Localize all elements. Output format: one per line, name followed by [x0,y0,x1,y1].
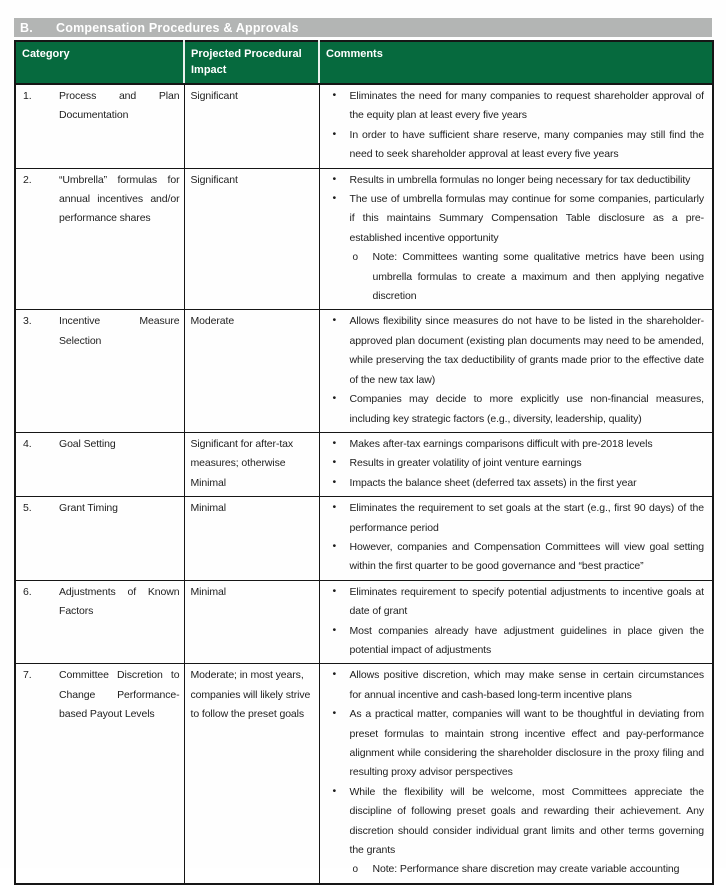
comment-item [320,312,705,390]
row-number: 3. [23,315,32,328]
category-cell [15,310,184,432]
category-cell [15,497,184,581]
impact-text: Moderate; in most years, companies will likely strive to follow the preset goals [190,669,311,721]
category-text: Goal Setting [59,437,116,450]
impact-cell [184,168,319,310]
bullet-icon: • [332,584,337,597]
comment-text: Impacts the balance sheet (deferred tax assets) in the first year [349,476,637,489]
bullet-icon: • [332,392,337,405]
comment-text: Allows positive discretion, which may make sense in certain circumstances for annual incentive and cash-based long-term incentive plans [349,669,704,701]
category-cell [15,168,184,310]
bullet-icon: • [332,192,337,205]
comment-item [320,454,705,473]
comment-text: Results in greater volatility of joint venture earnings [349,457,582,470]
header-projected-procedural-impact: Projected Procedural Impact [184,41,319,84]
table-row [15,580,713,664]
comment-item [320,190,705,248]
comment-item [320,583,705,622]
comments-cell [319,580,713,664]
bullet-icon: • [332,623,337,636]
comment-text: In order to have sufficient share reserve, many companies may still find the need to seek shareholder approval at least every five years [349,128,704,161]
row-number: 5. [23,502,32,515]
impact-cell [184,497,319,581]
table-row [15,432,713,496]
comments-cell [319,664,713,884]
comment-text: Eliminates the requirement to set goals at the start (e.g., first 90 days) of the performance period [349,502,704,534]
comment-item [320,474,705,493]
comment-text: Eliminates the need for many companies to request shareholder approval of the equity plan at least every five years [349,90,704,122]
circle-bullet-icon: o [352,864,358,876]
category-cell [15,664,184,884]
section-letter: B. [20,20,33,35]
impact-cell [184,84,319,168]
impact-cell [184,580,319,664]
bullet-icon: • [332,314,337,327]
impact-text: Significant [190,173,238,186]
bullet-icon: • [332,127,337,140]
bullet-icon: • [332,436,337,449]
category-text: Committee Discretion to Change Performance-based Payout Levels [59,669,180,721]
comment-item [320,499,705,538]
comment-text: As a practical matter, companies will want to be thoughtful in deviating from preset formulas to maintain strong incentive effect and pay-performance alignment while considering the shareholder disclosure in the proxy filing and resulting proxy advisor perspectives [349,708,704,779]
sub-note-item [320,248,705,306]
bullet-icon: • [332,668,337,681]
row-number: 6. [23,585,32,598]
comments-cell [319,168,713,310]
table-row [15,497,713,581]
bullet-icon: • [332,475,337,488]
impact-text: Significant [190,90,238,102]
impact-text: Minimal [190,502,226,515]
category-text: “Umbrella” formulas for annual incentives and/or performance shares [59,173,180,225]
comment-text: Allows flexibility since measures do not have to be listed in the shareholder-approved plan document (existing plan documents may need to be amended, while preserving the tax deductibility of grants made prior to the effective date of the new tax law) [349,315,704,386]
table-header-row [15,41,713,84]
comment-text: Most companies already have adjustment guidelines in place given the potential impact of adjustments [349,624,704,656]
impact-cell [184,310,319,432]
impact-cell [184,664,319,884]
impact-text: Minimal [190,585,226,598]
table-row [15,168,713,310]
bullet-icon: • [332,456,337,469]
bullet-icon: • [332,784,337,797]
row-number: 2. [23,173,32,186]
comment-text: Results in umbrella formulas no longer being necessary for tax deductibility [349,173,691,186]
category-cell [15,432,184,496]
bullet-icon: • [332,707,337,720]
comment-item [320,171,705,190]
table-row [15,664,713,884]
comment-text: The use of umbrella formulas may continue for some companies, particularly if this maintains Summary Compensation Table disclosure as a pre-established incentive opportunity [349,193,704,244]
document-content [14,18,712,885]
comments-cell [319,84,713,168]
bullet-icon: • [332,539,337,552]
comment-item [320,622,705,661]
table-row [15,84,713,168]
row-number: 1. [23,90,32,102]
comments-cell [319,310,713,432]
sub-note-item [320,860,705,879]
category-text: Process and Plan Documentation [59,90,180,122]
table-body [15,84,713,884]
comment-item [320,666,705,705]
category-text: Adjustments of Known Factors [59,585,180,618]
comment-item [320,435,705,454]
comment-text: However, companies and Compensation Committees will view goal setting within the first quarter to be good governance and “best practice” [349,540,704,573]
impact-cell [184,432,319,496]
comment-item [320,126,705,165]
section-title: Compensation Procedures & Approvals [56,20,299,35]
row-number: 4. [23,437,32,450]
comment-item [320,705,705,783]
header-comments: Comments [319,41,713,84]
comments-cell [319,432,713,496]
category-text: Incentive Measure Selection [59,315,180,347]
compensation-table [14,40,714,885]
comment-text: Note: Performance share discretion may create variable accounting [372,863,680,876]
table-row [15,310,713,432]
section-title-bar [14,18,712,37]
comment-item [320,783,705,861]
bullet-icon: • [332,172,337,185]
comment-text: Makes after-tax earnings comparisons difficult with pre-2018 levels [349,437,653,450]
comment-text: Eliminates requirement to specify potential adjustments to incentive goals at date of grant [349,585,704,618]
row-number: 7. [23,669,32,682]
comment-item [320,538,705,577]
comment-text: Companies may decide to more explicitly use non-financial measures, including key strategic factors (e.g., diversity, leadership, quality) [349,393,704,425]
impact-text: Moderate [190,315,235,328]
circle-bullet-icon: o [352,252,358,264]
comment-text: Note: Committees wanting some qualitative metrics have been using umbrella formulas to create a maximum and then applying negative discretion [372,251,704,303]
comment-item [320,390,705,429]
category-cell [15,84,184,168]
comments-cell [319,497,713,581]
category-text: Grant Timing [59,502,118,515]
impact-text: Significant for after-tax measures; otherwise Minimal [190,437,294,489]
comment-item [320,87,705,126]
header-category: Category [15,41,184,84]
category-cell [15,580,184,664]
bullet-icon: • [332,89,337,101]
comment-text: While the flexibility will be welcome, most Committees appreciate the discipline of following preset goals and rewarding their achievement. Any discretion should consider individual grant limits and other terms governing the grants [349,785,704,857]
bullet-icon: • [332,501,337,514]
